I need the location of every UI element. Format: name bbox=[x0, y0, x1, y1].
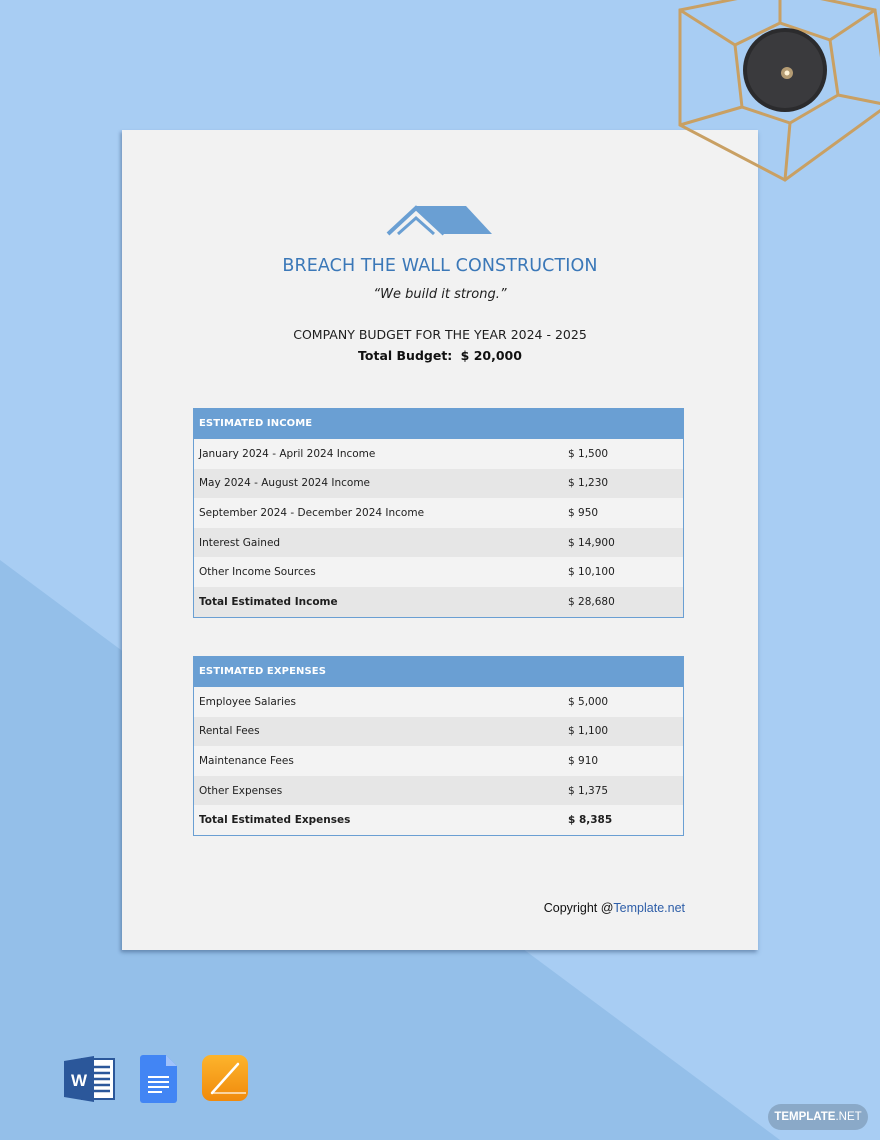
template-net-watermark[interactable] bbox=[768, 1104, 868, 1130]
table-row bbox=[194, 439, 683, 469]
row-label: September 2024 - December 2024 Income bbox=[199, 506, 425, 519]
table-row bbox=[194, 469, 683, 499]
copyright-notice bbox=[544, 901, 685, 915]
row-label: January 2024 - April 2024 Income bbox=[199, 447, 376, 460]
income-table-header: ESTIMATED INCOME bbox=[194, 409, 683, 439]
table-row bbox=[194, 528, 683, 558]
expenses-table bbox=[193, 656, 684, 836]
row-label: Other Income Sources bbox=[199, 566, 316, 579]
row-amount: $ 10,100 bbox=[568, 566, 615, 579]
expenses-table-header: ESTIMATED EXPENSES bbox=[194, 657, 683, 687]
row-amount: $ 1,375 bbox=[568, 784, 609, 797]
watermark-bold: TEMPLATE bbox=[774, 1111, 836, 1123]
google-docs-icon bbox=[140, 1055, 178, 1103]
document-page bbox=[122, 130, 758, 950]
income-table bbox=[193, 408, 684, 618]
microsoft-word-icon bbox=[64, 1055, 116, 1103]
row-label: Other Expenses bbox=[199, 784, 283, 797]
row-amount: $ 1,500 bbox=[568, 447, 609, 460]
row-label: Interest Gained bbox=[199, 536, 281, 549]
budget-title: COMPANY BUDGET FOR THE YEAR 2024 - 2025 bbox=[293, 327, 587, 342]
total-budget-value: $ 20,000 bbox=[460, 348, 522, 363]
row-amount: $ 5,000 bbox=[568, 695, 609, 708]
row-amount: $ 14,900 bbox=[568, 536, 615, 549]
candle-holder-decoration bbox=[660, 0, 880, 195]
company-tagline: “We build it strong.” bbox=[373, 287, 507, 302]
total-budget-label: Total Budget: bbox=[358, 348, 453, 363]
roof-icon bbox=[386, 204, 492, 238]
svg-text:W: W bbox=[70, 1071, 88, 1090]
apple-pages-icon bbox=[202, 1055, 248, 1101]
table-row bbox=[194, 498, 683, 528]
expenses-total-row bbox=[194, 805, 683, 835]
table-row bbox=[194, 687, 683, 717]
total-label: Total Estimated Income bbox=[199, 595, 338, 608]
table-row bbox=[194, 717, 683, 747]
row-label: Employee Salaries bbox=[199, 695, 296, 708]
row-amount: $ 950 bbox=[568, 506, 599, 519]
row-amount: $ 1,100 bbox=[568, 725, 609, 738]
table-row bbox=[194, 557, 683, 587]
total-amount: $ 28,680 bbox=[568, 595, 615, 608]
row-amount: $ 910 bbox=[568, 754, 599, 767]
row-label: Rental Fees bbox=[199, 725, 260, 738]
table-row bbox=[194, 776, 683, 806]
total-budget bbox=[122, 348, 758, 363]
row-label: Maintenance Fees bbox=[199, 754, 294, 767]
total-label: Total Estimated Expenses bbox=[199, 814, 351, 827]
income-total-row bbox=[194, 587, 683, 617]
company-name: BREACH THE WALL CONSTRUCTION bbox=[282, 256, 598, 276]
total-amount: $ 8,385 bbox=[568, 814, 613, 827]
row-label: May 2024 - August 2024 Income bbox=[199, 477, 371, 490]
watermark-light: .NET bbox=[835, 1111, 862, 1123]
row-amount: $ 1,230 bbox=[568, 477, 609, 490]
copyright-brand-link[interactable]: Template.net bbox=[613, 901, 685, 915]
table-row bbox=[194, 746, 683, 776]
copyright-prefix: Copyright @ bbox=[543, 901, 614, 915]
